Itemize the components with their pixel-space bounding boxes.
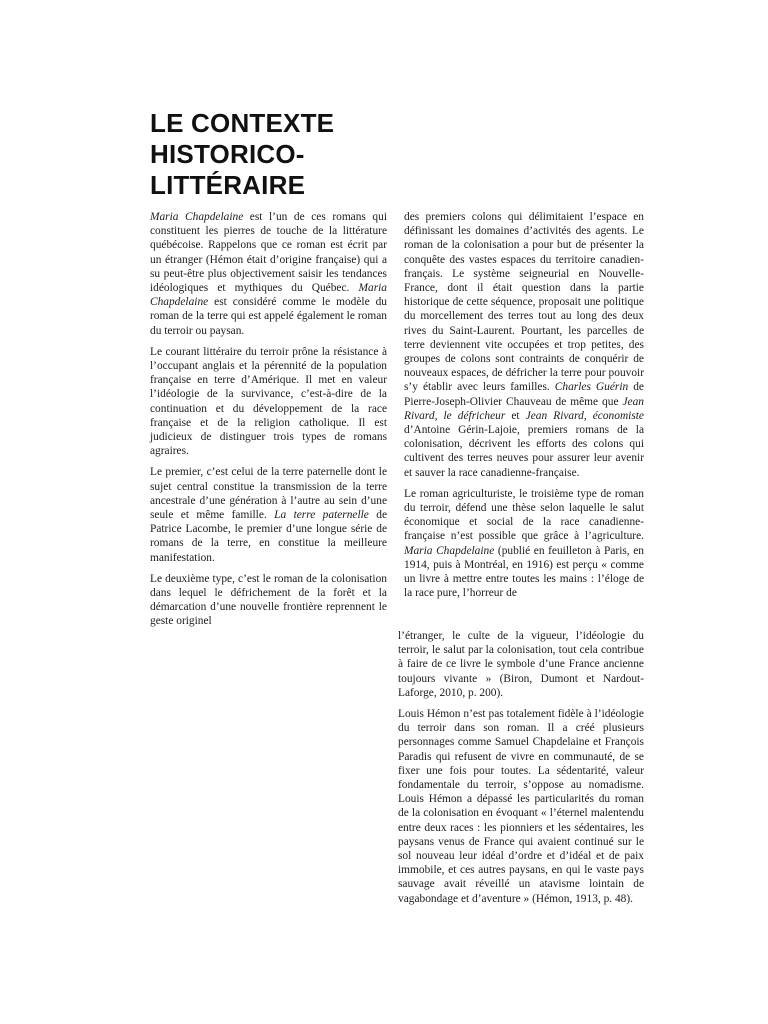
left-text-column	[150, 210, 387, 636]
title-line-2: HISTORICO-	[150, 139, 305, 169]
book-title: Maria Chapdelaine	[150, 282, 387, 309]
paragraph-deuxieme-type: Le deuxième type, c’est le roman de la colonisation dans lequel le défrichement de la forêt et la démarcation d’une nouvelle frontière reprennent le geste originel	[150, 572, 387, 628]
right-text-column	[404, 210, 644, 607]
paragraph-maria-chapdelaine-intro: Maria Chapdelaine est l’un de ces romans qui constituent les pierres de touche de la littérature québécoise. Rappelons que ce roman est écrit par un étranger (Hémon était d’origine française) qui a su peut-être plus objectivement saisir les tendances idéologiques et mythiques du Québec. Maria Chapdelaine est considéré comme le modèle du roman de la terre qui est appelé également le roman du terroir ou paysan.	[150, 211, 387, 337]
paragraph-roman-agriculturiste: Le roman agriculturiste, le troisième type de roman du terroir, défend une thèse selon laquelle le salut économique et social de la race canadienne-française n’est possible que grâce à l’agriculture. Maria Chapdelaine (publié en feuilleton à Paris, en 1914, puis à Montréal, en 1916) est perçu « comme un livre à mettre entre toutes les mains : l’éloge de la race pure, l’horreur de	[404, 487, 644, 600]
book-title: Jean Rivard, le défricheur	[404, 395, 644, 422]
paragraph-premier-type: Le premier, c’est celui de la terre paternelle dont le sujet central constitue la transmission de la terre ancestrale d’une génération à l’autre au sein d’une seule et même famille. La terre paternelle de Patrice Lacombe, le premier d’une longue série de romans de la terre, en constitue la meilleure manifestation.	[150, 466, 388, 564]
book-title: Maria Chapdelaine	[150, 211, 244, 223]
title-line-3: LITTÉRAIRE	[150, 170, 306, 200]
book-title: Maria Chapdelaine	[404, 544, 495, 557]
book-title: Jean Rivard, économiste	[525, 409, 644, 422]
page-title	[150, 108, 390, 201]
paragraph-courant-terroir: Le courant littéraire du terroir prône la résistance à l’occupant anglais et la pérennité de la population française en terre d’Amérique. Il met en valeur l’idéologie de la survivance, c’est-à-dire de la continuation et du développement de la race française et de la religion catholique. Il est judicieux de distinguer trois types de romans agraires.	[150, 345, 387, 458]
title-line-1: LE CONTEXTE	[150, 108, 335, 138]
bottom-text-column	[398, 629, 644, 913]
book-title: Charles Guérin	[554, 381, 629, 394]
paragraph-louis-hemon: Louis Hémon n’est pas totalement fidèle à l’idéologie du terroir dans son roman. Il a créé plusieurs personnages comme Samuel Chapdelaine et François Paradis qui refusent de vivre en communauté, de se fixer une fois pour toutes. La sédentarité, valeur fondamentale du terroir, s’oppose au nomadisme. Louis Hémon a dépassé les particularités du roman de la colonisation en évoquant « l’éternel malentendu entre deux races : les pionniers et les sédentaires, les paysans venus de France qui avaient continué sur le sol nouveau leur idéal d’ordre et d’idéal et de paix immobile, et ces autres paysans, en qui le vaste pays sauvage avait réveillé un atavisme lointain de vagabondage et d’aventure » (Hémon, 1913, p. 48).	[398, 708, 644, 905]
paragraph-colonisation: des premiers colons qui délimitaient l’espace en définissant les domaines d’activités des agents. Le roman de la colonisation a pour but de présenter la conquête des vastes espaces du territoire canadien-français. Le système seigneurial en Nouvelle-France, dont il était question dans la partie historique de cette séquence, proposait une politique du morcellement des terres tout au long des deux rives du Saint-Laurent. Pourtant, les parcelles de terre deviennent vite occupées et trop petites, des groupes de colons sont contraints de conquérir de nouveaux espaces, de défricher la terre pour pouvoir s’y établir avec leurs familles. Charles Guérin de Pierre-Joseph-Olivier Chauveau de même que Jean Rivard, le défricheur et Jean Rivard, économiste d’Antoine Gérin-Lajoie, premiers romans de la colonisation, décrivent les efforts des colons qui cultivent des terres neuves pour assurer leur avenir et sauver la race canadienne-française.	[404, 211, 644, 479]
paragraph-citation-biron: l’étranger, le culte de la vigueur, l’idéologie du terroir, le salut par la colonisation, tout cela contribue à faire de ce livre le symbole d’une France ancienne toujours vivante » (Biron, Dumont et Nardout-Laforge, 2010, p. 200).	[398, 630, 644, 699]
book-title: La terre paternelle	[274, 509, 369, 522]
